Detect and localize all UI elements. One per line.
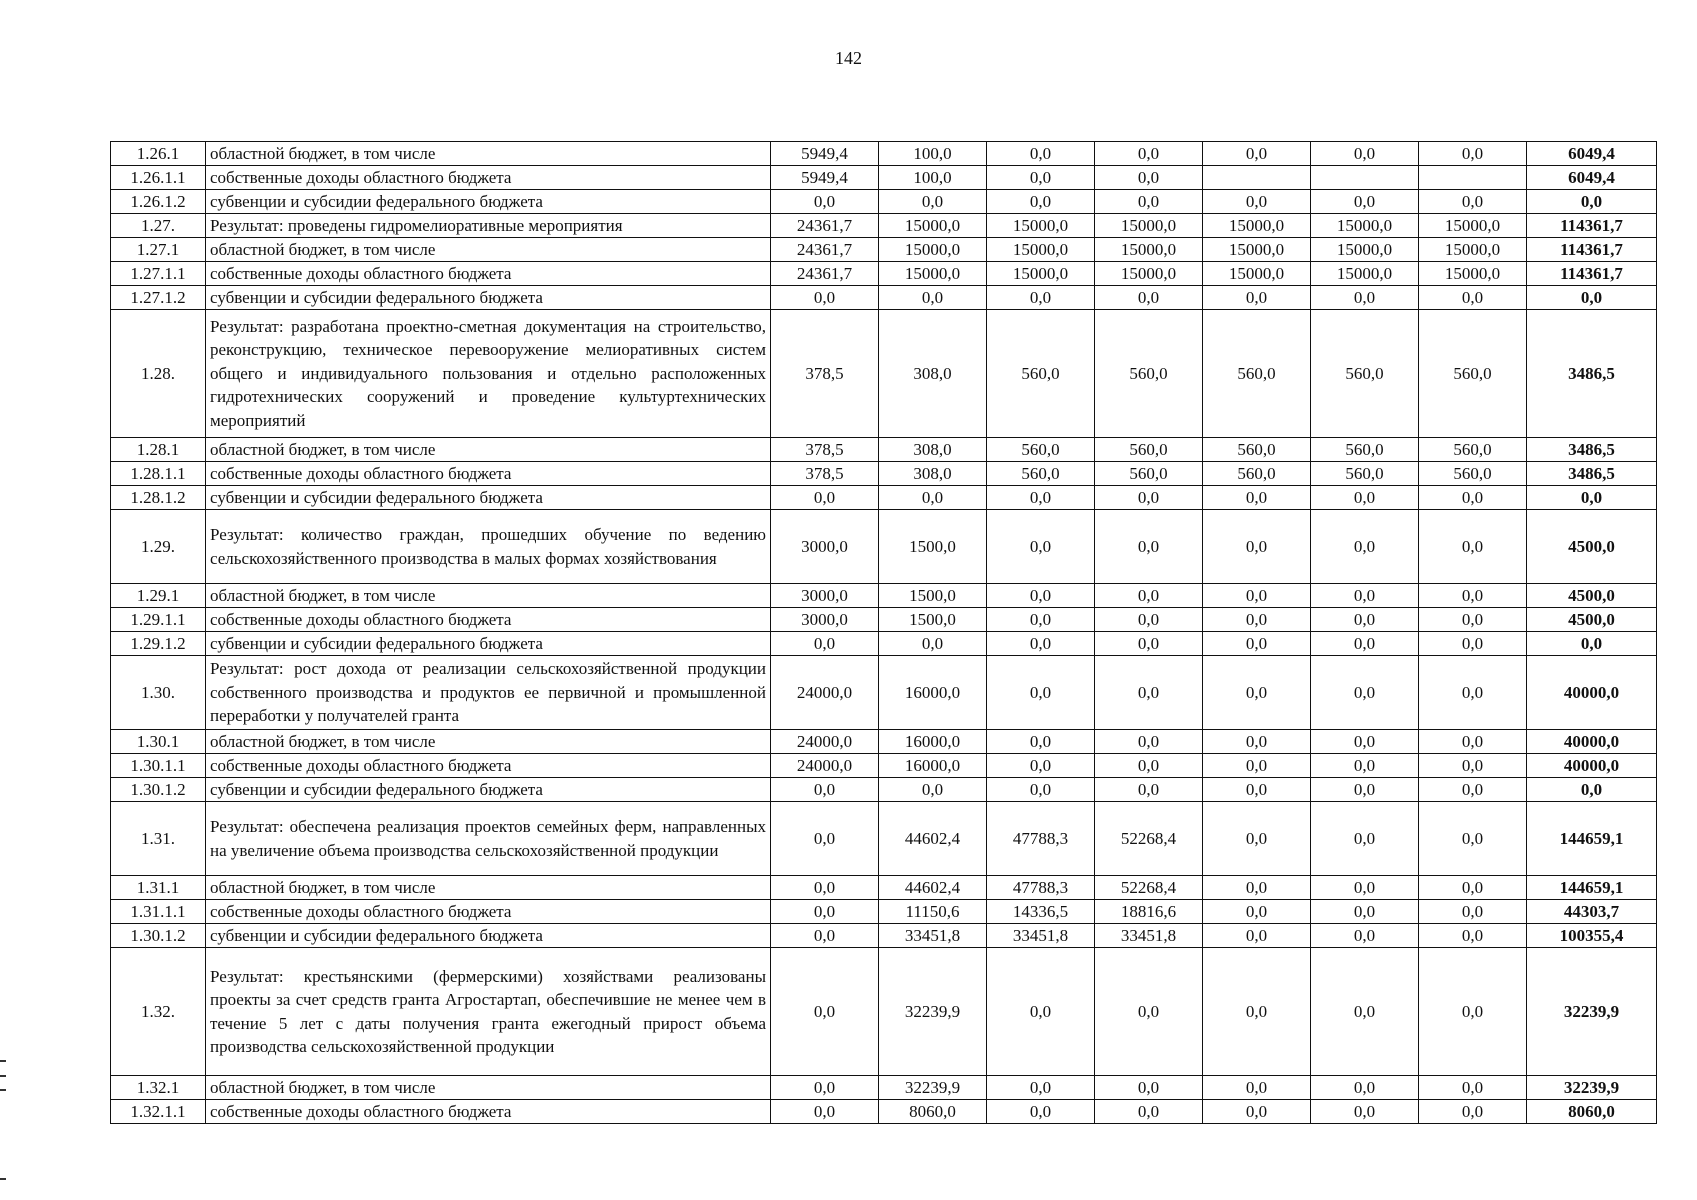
row-value-year-6: 0,0	[1311, 142, 1419, 166]
row-value-year-1: 0,0	[771, 190, 879, 214]
row-value-year-3: 15000,0	[987, 238, 1095, 262]
row-value-year-2: 32239,9	[879, 1076, 987, 1100]
row-value-year-3: 0,0	[987, 632, 1095, 656]
row-value-year-2: 15000,0	[879, 238, 987, 262]
row-description: субвенции и субсидии федерального бюджета	[206, 632, 771, 656]
row-value-year-2: 15000,0	[879, 214, 987, 238]
row-value-year-5: 0,0	[1203, 286, 1311, 310]
row-code: 1.27.1	[111, 238, 206, 262]
row-value-year-4: 0,0	[1095, 632, 1203, 656]
row-value-year-3: 0,0	[987, 584, 1095, 608]
row-code: 1.29.1.2	[111, 632, 206, 656]
row-value-year-6: 560,0	[1311, 310, 1419, 438]
row-total: 0,0	[1527, 632, 1657, 656]
row-code: 1.30.1.1	[111, 754, 206, 778]
table-row	[111, 608, 1657, 632]
margin-mark	[0, 1075, 6, 1077]
row-description: субвенции и субсидии федерального бюджета	[206, 286, 771, 310]
row-value-year-4: 15000,0	[1095, 262, 1203, 286]
row-code: 1.31.1	[111, 876, 206, 900]
row-value-year-1: 0,0	[771, 1100, 879, 1124]
row-code: 1.30.	[111, 656, 206, 730]
row-total: 40000,0	[1527, 754, 1657, 778]
row-value-year-4: 0,0	[1095, 166, 1203, 190]
row-total: 0,0	[1527, 486, 1657, 510]
margin-mark	[0, 1089, 6, 1091]
row-value-year-5: 0,0	[1203, 778, 1311, 802]
row-code: 1.26.1.2	[111, 190, 206, 214]
row-total: 0,0	[1527, 778, 1657, 802]
row-code: 1.28.1	[111, 438, 206, 462]
row-value-year-7: 0,0	[1419, 778, 1527, 802]
row-value-year-5: 0,0	[1203, 584, 1311, 608]
row-value-year-7: 0,0	[1419, 1100, 1527, 1124]
row-value-year-1: 5949,4	[771, 142, 879, 166]
table-row	[111, 262, 1657, 286]
row-value-year-5: 560,0	[1203, 310, 1311, 438]
table-row	[111, 190, 1657, 214]
row-description: Результат: рост дохода от реализации сельскохозяйственной продукции собственного производства и продуктов ее первичной и промышленной переработки у получателей гранта	[206, 656, 771, 730]
row-description: субвенции и субсидии федерального бюджета	[206, 778, 771, 802]
row-description: Результат: разработана проектно-сметная документация на строительство, реконструкцию, техническое перевооружение мелиоративных систем общего и индивидуального пользования и отдельно расположенных гидротехнических сооружений и проведение культуртехнических мероприятий	[206, 310, 771, 438]
row-value-year-5: 15000,0	[1203, 238, 1311, 262]
row-value-year-6: 0,0	[1311, 486, 1419, 510]
row-total: 0,0	[1527, 190, 1657, 214]
row-value-year-3: 0,0	[987, 1100, 1095, 1124]
row-description: областной бюджет, в том числе	[206, 876, 771, 900]
row-value-year-4: 0,0	[1095, 948, 1203, 1076]
row-total: 3486,5	[1527, 438, 1657, 462]
row-value-year-2: 15000,0	[879, 262, 987, 286]
row-value-year-4: 560,0	[1095, 310, 1203, 438]
row-total: 8060,0	[1527, 1100, 1657, 1124]
table-row	[111, 876, 1657, 900]
row-description: областной бюджет, в том числе	[206, 730, 771, 754]
row-total: 44303,7	[1527, 900, 1657, 924]
row-value-year-5: 15000,0	[1203, 262, 1311, 286]
row-code: 1.32.1.1	[111, 1100, 206, 1124]
row-value-year-5: 0,0	[1203, 754, 1311, 778]
row-value-year-2: 1500,0	[879, 510, 987, 584]
row-code: 1.28.	[111, 310, 206, 438]
table-row	[111, 924, 1657, 948]
row-description: Результат: количество граждан, прошедших обучение по ведению сельскохозяйственного производства в малых формах хозяйствования	[206, 510, 771, 584]
row-value-year-5: 0,0	[1203, 656, 1311, 730]
row-value-year-1: 24000,0	[771, 754, 879, 778]
row-value-year-1: 0,0	[771, 632, 879, 656]
row-value-year-6: 0,0	[1311, 510, 1419, 584]
row-value-year-6: 0,0	[1311, 876, 1419, 900]
row-value-year-6: 560,0	[1311, 462, 1419, 486]
row-value-year-2: 100,0	[879, 142, 987, 166]
row-total: 114361,7	[1527, 214, 1657, 238]
row-code: 1.26.1	[111, 142, 206, 166]
row-value-year-1: 3000,0	[771, 608, 879, 632]
row-value-year-1: 24000,0	[771, 730, 879, 754]
row-value-year-3: 0,0	[987, 948, 1095, 1076]
row-description: областной бюджет, в том числе	[206, 1076, 771, 1100]
row-description: собственные доходы областного бюджета	[206, 166, 771, 190]
row-code: 1.29.1.1	[111, 608, 206, 632]
row-value-year-3: 0,0	[987, 1076, 1095, 1100]
row-value-year-7: 560,0	[1419, 310, 1527, 438]
row-value-year-3: 0,0	[987, 486, 1095, 510]
row-value-year-5: 0,0	[1203, 1076, 1311, 1100]
row-total: 40000,0	[1527, 656, 1657, 730]
row-value-year-1: 0,0	[771, 778, 879, 802]
row-value-year-4: 0,0	[1095, 656, 1203, 730]
row-value-year-1: 0,0	[771, 486, 879, 510]
row-value-year-7: 0,0	[1419, 286, 1527, 310]
row-total: 3486,5	[1527, 462, 1657, 486]
row-value-year-6: 0,0	[1311, 656, 1419, 730]
row-value-year-4: 0,0	[1095, 190, 1203, 214]
row-value-year-6: 0,0	[1311, 608, 1419, 632]
row-value-year-4: 52268,4	[1095, 876, 1203, 900]
table-row	[111, 778, 1657, 802]
table-row	[111, 948, 1657, 1076]
row-value-year-1: 0,0	[771, 924, 879, 948]
row-value-year-2: 8060,0	[879, 1100, 987, 1124]
table-row	[111, 754, 1657, 778]
row-value-year-1: 378,5	[771, 438, 879, 462]
row-code: 1.27.1.1	[111, 262, 206, 286]
row-value-year-2: 1500,0	[879, 584, 987, 608]
row-value-year-4: 0,0	[1095, 1076, 1203, 1100]
row-value-year-1: 24000,0	[771, 656, 879, 730]
row-value-year-5: 560,0	[1203, 462, 1311, 486]
row-value-year-3: 15000,0	[987, 262, 1095, 286]
row-value-year-6: 0,0	[1311, 730, 1419, 754]
row-total: 6049,4	[1527, 166, 1657, 190]
row-total: 32239,9	[1527, 1076, 1657, 1100]
row-value-year-5: 0,0	[1203, 876, 1311, 900]
row-value-year-3: 15000,0	[987, 214, 1095, 238]
row-value-year-3: 0,0	[987, 286, 1095, 310]
row-total: 0,0	[1527, 286, 1657, 310]
row-total: 144659,1	[1527, 802, 1657, 876]
row-value-year-5: 0,0	[1203, 608, 1311, 632]
row-description: собственные доходы областного бюджета	[206, 754, 771, 778]
row-code: 1.31.	[111, 802, 206, 876]
row-value-year-1: 0,0	[771, 900, 879, 924]
row-value-year-7: 0,0	[1419, 802, 1527, 876]
row-value-year-2: 0,0	[879, 486, 987, 510]
row-value-year-3: 0,0	[987, 730, 1095, 754]
row-total: 4500,0	[1527, 510, 1657, 584]
row-value-year-7: 0,0	[1419, 486, 1527, 510]
row-value-year-2: 100,0	[879, 166, 987, 190]
row-code: 1.27.1.2	[111, 286, 206, 310]
row-value-year-6: 0,0	[1311, 778, 1419, 802]
row-value-year-2: 0,0	[879, 190, 987, 214]
row-description: областной бюджет, в том числе	[206, 438, 771, 462]
row-value-year-4: 15000,0	[1095, 238, 1203, 262]
row-value-year-7: 560,0	[1419, 438, 1527, 462]
row-value-year-7: 0,0	[1419, 142, 1527, 166]
row-value-year-7: 0,0	[1419, 730, 1527, 754]
row-value-year-7: 0,0	[1419, 584, 1527, 608]
row-value-year-3: 560,0	[987, 462, 1095, 486]
row-value-year-3: 33451,8	[987, 924, 1095, 948]
row-value-year-1: 24361,7	[771, 238, 879, 262]
table-row	[111, 166, 1657, 190]
row-code: 1.32.	[111, 948, 206, 1076]
table-row	[111, 802, 1657, 876]
row-value-year-4: 33451,8	[1095, 924, 1203, 948]
row-value-year-5: 0,0	[1203, 486, 1311, 510]
row-value-year-6: 0,0	[1311, 584, 1419, 608]
table-row	[111, 1100, 1657, 1124]
row-description: собственные доходы областного бюджета	[206, 462, 771, 486]
row-value-year-6: 0,0	[1311, 948, 1419, 1076]
row-value-year-3: 0,0	[987, 166, 1095, 190]
table-row	[111, 142, 1657, 166]
row-value-year-2: 11150,6	[879, 900, 987, 924]
row-value-year-5: 0,0	[1203, 190, 1311, 214]
row-value-year-7: 15000,0	[1419, 262, 1527, 286]
row-value-year-6: 15000,0	[1311, 238, 1419, 262]
row-description: собственные доходы областного бюджета	[206, 900, 771, 924]
row-value-year-5: 0,0	[1203, 510, 1311, 584]
table-row	[111, 1076, 1657, 1100]
row-value-year-5: 0,0	[1203, 142, 1311, 166]
row-value-year-1: 24361,7	[771, 214, 879, 238]
row-description: субвенции и субсидии федерального бюджета	[206, 924, 771, 948]
row-value-year-1: 378,5	[771, 310, 879, 438]
row-value-year-4: 0,0	[1095, 754, 1203, 778]
row-value-year-7	[1419, 166, 1527, 190]
row-value-year-6: 0,0	[1311, 900, 1419, 924]
row-value-year-5: 560,0	[1203, 438, 1311, 462]
row-value-year-2: 0,0	[879, 778, 987, 802]
row-code: 1.29.	[111, 510, 206, 584]
row-code: 1.29.1	[111, 584, 206, 608]
row-value-year-3: 47788,3	[987, 802, 1095, 876]
row-code: 1.30.1	[111, 730, 206, 754]
row-value-year-3: 0,0	[987, 510, 1095, 584]
row-value-year-2: 44602,4	[879, 876, 987, 900]
row-value-year-2: 308,0	[879, 462, 987, 486]
table-row	[111, 238, 1657, 262]
row-value-year-4: 560,0	[1095, 438, 1203, 462]
row-value-year-4: 0,0	[1095, 1100, 1203, 1124]
row-value-year-2: 16000,0	[879, 754, 987, 778]
row-value-year-2: 0,0	[879, 286, 987, 310]
row-description: собственные доходы областного бюджета	[206, 262, 771, 286]
row-total: 32239,9	[1527, 948, 1657, 1076]
row-description: Результат: крестьянскими (фермерскими) хозяйствами реализованы проекты за счет средств гранта Агростартап, обеспечившие не менее чем в течение 5 лет с даты получения гранта ежегодный прирост объема производства сельскохозяйственной продукции	[206, 948, 771, 1076]
row-value-year-5: 0,0	[1203, 730, 1311, 754]
budget-table-body	[111, 142, 1657, 1124]
row-value-year-1: 0,0	[771, 802, 879, 876]
table-row	[111, 730, 1657, 754]
table-row	[111, 632, 1657, 656]
row-value-year-3: 0,0	[987, 142, 1095, 166]
row-total: 4500,0	[1527, 608, 1657, 632]
row-value-year-7: 0,0	[1419, 754, 1527, 778]
row-value-year-4: 0,0	[1095, 608, 1203, 632]
margin-mark	[0, 1178, 6, 1180]
row-value-year-5: 0,0	[1203, 924, 1311, 948]
row-total: 114361,7	[1527, 238, 1657, 262]
row-value-year-7: 0,0	[1419, 190, 1527, 214]
row-total: 40000,0	[1527, 730, 1657, 754]
table-row	[111, 310, 1657, 438]
row-value-year-2: 32239,9	[879, 948, 987, 1076]
row-value-year-4: 0,0	[1095, 730, 1203, 754]
row-value-year-4: 0,0	[1095, 142, 1203, 166]
row-total: 3486,5	[1527, 310, 1657, 438]
table-row	[111, 438, 1657, 462]
row-value-year-3: 0,0	[987, 190, 1095, 214]
row-value-year-3: 0,0	[987, 656, 1095, 730]
row-value-year-2: 16000,0	[879, 730, 987, 754]
row-description: областной бюджет, в том числе	[206, 584, 771, 608]
row-value-year-2: 308,0	[879, 438, 987, 462]
row-value-year-2: 16000,0	[879, 656, 987, 730]
row-code: 1.30.1.2	[111, 778, 206, 802]
row-value-year-1: 3000,0	[771, 510, 879, 584]
table-row	[111, 584, 1657, 608]
table-row	[111, 486, 1657, 510]
row-code: 1.28.1.2	[111, 486, 206, 510]
row-value-year-3: 47788,3	[987, 876, 1095, 900]
row-description: собственные доходы областного бюджета	[206, 1100, 771, 1124]
row-description: Результат: обеспечена реализация проектов семейных ферм, направленных на увеличение объема производства сельскохозяйственной продукции	[206, 802, 771, 876]
row-value-year-5: 0,0	[1203, 1100, 1311, 1124]
row-description: областной бюджет, в том числе	[206, 238, 771, 262]
row-value-year-1: 24361,7	[771, 262, 879, 286]
row-value-year-3: 0,0	[987, 754, 1095, 778]
row-value-year-6: 15000,0	[1311, 214, 1419, 238]
row-value-year-4: 0,0	[1095, 286, 1203, 310]
table-row	[111, 214, 1657, 238]
row-value-year-6: 0,0	[1311, 286, 1419, 310]
row-value-year-4: 0,0	[1095, 778, 1203, 802]
row-value-year-3: 560,0	[987, 438, 1095, 462]
row-value-year-5: 0,0	[1203, 900, 1311, 924]
row-value-year-4: 52268,4	[1095, 802, 1203, 876]
row-value-year-2: 1500,0	[879, 608, 987, 632]
row-value-year-1: 0,0	[771, 948, 879, 1076]
row-value-year-6: 0,0	[1311, 190, 1419, 214]
row-total: 100355,4	[1527, 924, 1657, 948]
row-value-year-1: 0,0	[771, 876, 879, 900]
row-value-year-7: 0,0	[1419, 608, 1527, 632]
row-value-year-2: 308,0	[879, 310, 987, 438]
row-code: 1.27.	[111, 214, 206, 238]
row-value-year-6	[1311, 166, 1419, 190]
row-code: 1.26.1.1	[111, 166, 206, 190]
row-total: 144659,1	[1527, 876, 1657, 900]
table-row	[111, 900, 1657, 924]
row-value-year-5: 0,0	[1203, 632, 1311, 656]
row-value-year-7: 0,0	[1419, 948, 1527, 1076]
row-description: областной бюджет, в том числе	[206, 142, 771, 166]
row-value-year-4: 0,0	[1095, 510, 1203, 584]
row-value-year-3: 0,0	[987, 608, 1095, 632]
row-value-year-3: 0,0	[987, 778, 1095, 802]
row-description: субвенции и субсидии федерального бюджета	[206, 486, 771, 510]
row-value-year-6: 560,0	[1311, 438, 1419, 462]
row-value-year-4: 15000,0	[1095, 214, 1203, 238]
row-value-year-3: 14336,5	[987, 900, 1095, 924]
row-description: собственные доходы областного бюджета	[206, 608, 771, 632]
row-value-year-2: 44602,4	[879, 802, 987, 876]
row-value-year-5: 0,0	[1203, 802, 1311, 876]
row-value-year-2: 33451,8	[879, 924, 987, 948]
row-value-year-1: 0,0	[771, 1076, 879, 1100]
row-code: 1.28.1.1	[111, 462, 206, 486]
row-value-year-1: 3000,0	[771, 584, 879, 608]
row-value-year-5: 0,0	[1203, 948, 1311, 1076]
row-value-year-7: 0,0	[1419, 656, 1527, 730]
margin-mark	[0, 1060, 6, 1062]
row-value-year-6: 0,0	[1311, 924, 1419, 948]
row-value-year-7: 0,0	[1419, 510, 1527, 584]
table-row	[111, 510, 1657, 584]
row-value-year-6: 0,0	[1311, 1076, 1419, 1100]
row-value-year-7: 0,0	[1419, 876, 1527, 900]
row-value-year-7: 560,0	[1419, 462, 1527, 486]
table-row	[111, 656, 1657, 730]
row-value-year-6: 0,0	[1311, 802, 1419, 876]
row-value-year-6: 15000,0	[1311, 262, 1419, 286]
row-description: Результат: проведены гидромелиоративные мероприятия	[206, 214, 771, 238]
row-value-year-1: 0,0	[771, 286, 879, 310]
row-value-year-7: 15000,0	[1419, 214, 1527, 238]
row-value-year-5: 15000,0	[1203, 214, 1311, 238]
row-value-year-4: 560,0	[1095, 462, 1203, 486]
budget-table	[110, 141, 1657, 1124]
row-value-year-6: 0,0	[1311, 1100, 1419, 1124]
row-value-year-7: 0,0	[1419, 924, 1527, 948]
row-code: 1.32.1	[111, 1076, 206, 1100]
table-row	[111, 286, 1657, 310]
row-value-year-6: 0,0	[1311, 754, 1419, 778]
row-value-year-7: 0,0	[1419, 1076, 1527, 1100]
row-code: 1.30.1.2	[111, 924, 206, 948]
row-value-year-3: 560,0	[987, 310, 1095, 438]
row-value-year-1: 378,5	[771, 462, 879, 486]
row-value-year-7: 0,0	[1419, 632, 1527, 656]
row-value-year-1: 5949,4	[771, 166, 879, 190]
row-value-year-6: 0,0	[1311, 632, 1419, 656]
row-value-year-4: 18816,6	[1095, 900, 1203, 924]
table-row	[111, 462, 1657, 486]
row-total: 114361,7	[1527, 262, 1657, 286]
row-value-year-4: 0,0	[1095, 584, 1203, 608]
row-value-year-4: 0,0	[1095, 486, 1203, 510]
row-value-year-5	[1203, 166, 1311, 190]
row-description: субвенции и субсидии федерального бюджета	[206, 190, 771, 214]
page-number: 142	[835, 48, 862, 68]
row-value-year-7: 0,0	[1419, 900, 1527, 924]
row-total: 6049,4	[1527, 142, 1657, 166]
row-value-year-7: 15000,0	[1419, 238, 1527, 262]
row-total: 4500,0	[1527, 584, 1657, 608]
row-code: 1.31.1.1	[111, 900, 206, 924]
row-value-year-2: 0,0	[879, 632, 987, 656]
